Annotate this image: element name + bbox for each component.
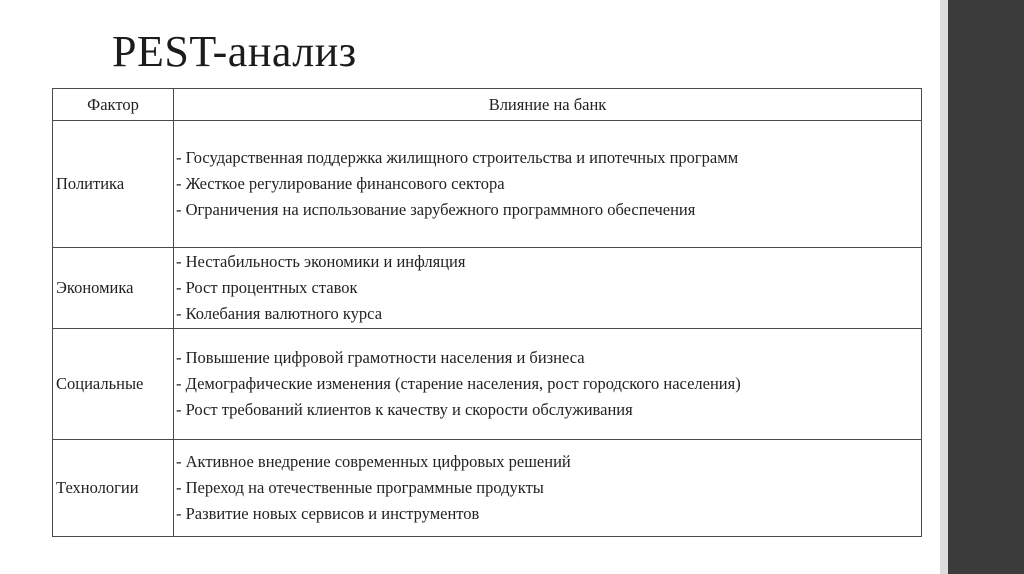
impact-cell [174,440,922,537]
list-item: - Активное внедрение современных цифровых решений [176,449,917,475]
slide-edge-shadow [940,0,948,574]
impact-cell [174,248,922,329]
table-row [53,329,922,440]
list-item: - Государственная поддержка жилищного строительства и ипотечных программ [176,145,917,171]
side-panel [948,0,1024,574]
list-item: - Демографические изменения (старение населения, рост городского населения) [176,371,917,397]
table-header-row [53,89,922,121]
table-row [53,440,922,537]
list-item: - Рост процентных ставок [176,275,917,301]
factor-social: Социальные [53,329,174,440]
slide-title: PEST-анализ [112,27,357,76]
pest-table [52,88,922,537]
list-item: - Переход на отечественные программные продукты [176,475,917,501]
list-item: - Колебания валютного курса [176,301,917,327]
list-item: - Повышение цифровой грамотности населения и бизнеса [176,345,917,371]
list-item: - Нестабильность экономики и инфляция [176,249,917,275]
table-row [53,121,922,248]
list-item: - Жесткое регулирование финансового сектора [176,171,917,197]
list-item: - Ограничения на использование зарубежного программного обеспечения [176,197,917,223]
table-row [53,248,922,329]
factor-economy: Экономика [53,248,174,329]
factor-politics: Политика [53,121,174,248]
header-impact: Влияние на банк [174,89,922,121]
header-factor: Фактор [53,89,174,121]
list-item: - Развитие новых сервисов и инструментов [176,501,917,527]
impact-cell [174,121,922,248]
list-item: - Рост требований клиентов к качеству и скорости обслуживания [176,397,917,423]
factor-technology: Технологии [53,440,174,537]
impact-cell [174,329,922,440]
